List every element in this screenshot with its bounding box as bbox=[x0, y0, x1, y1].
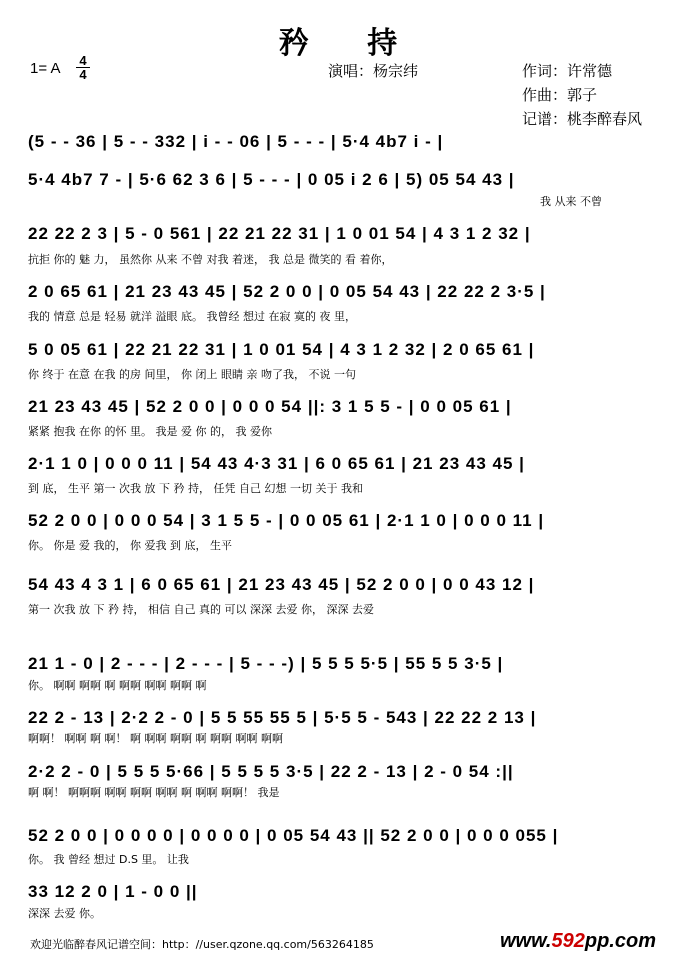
notation-row bbox=[28, 170, 678, 194]
notation-row bbox=[28, 340, 678, 364]
lyric-line: 我的 情意 总是 轻易 就洋 溢眼 底。 我曾经 想过 在寂 寞的 夜 里， bbox=[28, 310, 356, 323]
notation-row-notes: 22 22 2 3 | 5 - 0 561 | 22 21 22 31 | 1 0 01 54 | 4 3 1 2 32 | bbox=[28, 224, 531, 243]
notation-row-notes: 5·4 4b7 7 - | 5·6 62 3 6 | 5 - - - | 0 05 i 2 6 | 5) 05 54 43 | bbox=[28, 170, 515, 189]
lyric-line: 抗拒 你的 魅 力， 虽然你 从来 不曾 对我 着迷， 我 总是 微笑的 看 着你， bbox=[28, 253, 393, 266]
notation-row-notes: 21 23 43 45 | 52 2 0 0 | 0 0 0 54 ||: 3 1 5 5 - | 0 0 05 61 | bbox=[28, 397, 512, 416]
time-signature bbox=[76, 54, 90, 81]
notation-row bbox=[28, 511, 678, 535]
lyric-line: 第一 次我 放 下 矜 持， 相信 自己 真的 可以 深深 去爱 你， 深深 去爱 bbox=[28, 603, 374, 616]
notation-row bbox=[28, 654, 678, 678]
composer-credit: 作曲：郭子 bbox=[522, 86, 598, 104]
notation-row bbox=[28, 132, 678, 156]
notation-row-notes: 2 0 65 61 | 21 23 43 45 | 52 2 0 0 | 0 05 54 43 | 22 22 2 3·5 | bbox=[28, 282, 546, 301]
notation-row-notes: 52 2 0 0 | 0 0 0 54 | 3 1 5 5 - | 0 0 05 61 | 2·1 1 0 | 0 0 0 11 | bbox=[28, 511, 545, 530]
notation-row bbox=[28, 282, 678, 306]
lyric-line: 你 终于 在意 在我 的房 间里， 你 闭上 眼睛 亲 吻了我， 不说 一句 bbox=[28, 368, 356, 381]
lyric-line: 你。 你是 爱 我的， 你 爱我 到 底， 生平 bbox=[28, 539, 232, 552]
notation-row bbox=[28, 224, 678, 248]
notation-row-notes: 5 0 05 61 | 22 21 22 31 | 1 0 01 54 | 4 3 1 2 32 | 2 0 65 61 | bbox=[28, 340, 535, 359]
notation-row bbox=[28, 882, 678, 906]
notation-row bbox=[28, 454, 678, 478]
key-signature: 1= A bbox=[30, 60, 61, 77]
singer-credit: 演唱：杨宗纬 bbox=[328, 62, 419, 80]
lyric-line: 啊 啊！ 啊啊啊 啊啊 啊啊 啊啊 啊 啊啊 啊啊！ 我是 bbox=[28, 786, 280, 799]
notation-row-notes: 52 2 0 0 | 0 0 0 0 | 0 0 0 0 | 0 05 54 43 || 52 2 0 0 | 0 0 0 055 | bbox=[28, 826, 559, 845]
notation-row bbox=[28, 575, 678, 599]
lyric-line: 深深 去爱 你。 bbox=[28, 907, 101, 920]
time-signature-bottom: 4 bbox=[76, 67, 90, 81]
site-logo[interactable] bbox=[500, 930, 656, 953]
notation-row bbox=[28, 708, 678, 732]
notation-row-notes: 2·2 2 - 0 | 5 5 5 5·66 | 5 5 5 5 3·5 | 22 2 - 13 | 2 - 0 54 :|| bbox=[28, 762, 514, 781]
lyric-line: 紧紧 抱我 在你 的怀 里。 我是 爱 你 的， 我 爱你 bbox=[28, 425, 272, 438]
notation-row-notes: 54 43 4 3 1 | 6 0 65 61 | 21 23 43 45 | 52 2 0 0 | 0 0 43 12 | bbox=[28, 575, 535, 594]
notation-row bbox=[28, 762, 678, 786]
notation-row-notes: 2·1 1 0 | 0 0 0 11 | 54 43 4·3 31 | 6 0 65 61 | 21 23 43 45 | bbox=[28, 454, 525, 473]
song-title: 矜 持 bbox=[278, 26, 422, 61]
notation-row-notes: 33 12 2 0 | 1 - 0 0 || bbox=[28, 882, 198, 901]
lyricist-credit: 作词：许常德 bbox=[522, 62, 613, 80]
notation-row bbox=[28, 397, 678, 421]
site-logo-prefix: www. bbox=[500, 930, 552, 952]
site-logo-suffix: pp.com bbox=[584, 930, 656, 952]
notation-row bbox=[28, 826, 678, 850]
notation-row-notes: 22 2 - 13 | 2·2 2 - 0 | 5 5 55 55 5 | 5·5 5 - 543 | 22 22 2 13 | bbox=[28, 708, 537, 727]
lyric-line: 到 底， 生平 第一 次我 放 下 矜 持， 任凭 自己 幻想 一切 关于 我和 bbox=[28, 482, 363, 495]
site-logo-number: 592 bbox=[551, 930, 585, 952]
notation-row-notes: 21 1 - 0 | 2 - - - | 2 - - - | 5 - - -) | 5 5 5 5·5 | 55 5 5 3·5 | bbox=[28, 654, 504, 673]
lyric-line: 啊啊！ 啊啊 啊 啊！ 啊 啊啊 啊啊 啊 啊啊 啊啊 啊啊 bbox=[28, 732, 283, 745]
transcriber-credit: 记谱：桃李醉春风 bbox=[522, 110, 643, 128]
lyric-line: 你。 啊啊 啊啊 啊 啊啊 啊啊 啊啊 啊 bbox=[28, 679, 207, 692]
time-signature-top: 4 bbox=[79, 53, 87, 68]
notation-row-notes: (5 - - 36 | 5 - - 332 | i - - 06 | 5 - - - | 5·4 4b7 i - | bbox=[28, 132, 444, 151]
footer-visit-text: 欢迎光临醉春风记谱空间：http：//user.qzone.qq.com/563264185 bbox=[30, 938, 374, 951]
lyric-line: 我 从来 不曾 bbox=[540, 195, 602, 208]
lyric-line: 你。 我 曾经 想过 D.S 里。 让我 bbox=[28, 853, 189, 866]
